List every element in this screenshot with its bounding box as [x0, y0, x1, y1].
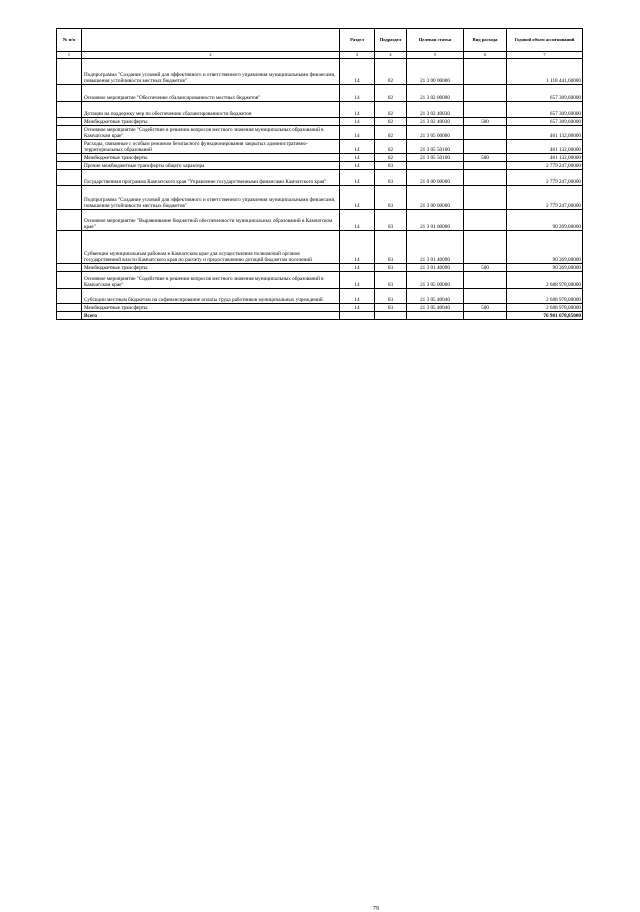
row-number	[57, 170, 82, 186]
row-number	[57, 59, 82, 85]
row-name: Основное мероприятие "Выравнивание бюджетной обеспеченности муниципальных образований в Камчатском крае"	[82, 210, 340, 231]
row-amount: 657 309,60000	[507, 118, 583, 126]
table-row	[57, 102, 583, 118]
row-number	[57, 102, 82, 118]
row-name: Основное мероприятие "Содействие в решении вопросов местного значения муниципальных образований в Камчатском крае"	[82, 126, 340, 140]
row-expense-type: 500	[464, 118, 507, 126]
row-expense-type	[464, 170, 507, 186]
row-target-article: 21 3 05 50100	[407, 154, 464, 162]
row-number	[57, 126, 82, 140]
table-row	[57, 85, 583, 102]
row-name: Основное мероприятие "Обеспечение сбалансированности местных бюджетов"	[82, 85, 340, 102]
column-number: 4	[375, 52, 407, 59]
table-row	[57, 59, 583, 85]
row-amount: 2 779 247,00000	[507, 186, 583, 210]
row-section: 14	[340, 140, 375, 154]
table-row	[57, 272, 583, 289]
row-subsection: 02	[375, 154, 407, 162]
row-expense-type	[464, 162, 507, 170]
table-row	[57, 126, 583, 140]
row-name: Дотации на поддержку мер по обеспечению сбалансированности бюджетов	[82, 102, 340, 118]
table-row	[57, 210, 583, 231]
table-row	[57, 118, 583, 126]
row-expense-type	[464, 85, 507, 102]
row-name: Субсидии местным бюджетам на софинансирование оплаты труда работников муниципальных учреждений	[82, 289, 340, 304]
row-expense-type	[464, 102, 507, 118]
table-row	[57, 264, 583, 272]
row-subsection: 02	[375, 59, 407, 85]
row-number	[57, 210, 82, 231]
header-annual-amount: Годовой объем ассигнований	[507, 29, 583, 52]
row-expense-type: 500	[464, 154, 507, 162]
row-name: Межбюджетные трансферты	[82, 264, 340, 272]
budget-table-page	[56, 28, 582, 912]
row-number	[57, 264, 82, 272]
row-name: Субвенции муниципальным районам в Камчатском крае для осуществления полномочий органов государственной власти Камчатского края по расчету и предоставлению дотаций бюджетам поселений	[82, 231, 340, 264]
row-target-article: 21 3 05 50100	[407, 140, 464, 154]
row-target-article: 21 3 00 00000	[407, 186, 464, 210]
table-row	[57, 231, 583, 264]
row-subsection: 03	[375, 186, 407, 210]
row-target-article: 21 3 05 40040	[407, 289, 464, 304]
column-number: 5	[407, 52, 464, 59]
table-row	[57, 154, 583, 162]
column-number: 7	[507, 52, 583, 59]
row-expense-type: 500	[464, 304, 507, 312]
header-number: № п/п	[57, 29, 82, 52]
row-target-article: 21 3 02 00000	[407, 85, 464, 102]
row-amount: 1 118 441,60000	[507, 59, 583, 85]
table-row	[57, 170, 583, 186]
row-subsection: 03	[375, 289, 407, 304]
row-subsection: 03	[375, 264, 407, 272]
row-number	[57, 85, 82, 102]
row-target-article: 21 3 01 00000	[407, 210, 464, 231]
row-subsection: 03	[375, 304, 407, 312]
row-expense-type	[464, 59, 507, 85]
row-subsection: 02	[375, 85, 407, 102]
row-amount: 90 269,00000	[507, 231, 583, 264]
row-target-article: 21 3 05 40040	[407, 304, 464, 312]
table-header-row	[57, 29, 583, 52]
row-amount: 2 688 978,00000	[507, 272, 583, 289]
row-number	[57, 231, 82, 264]
row-section: 14	[340, 272, 375, 289]
row-target-article: 21 3 01 40090	[407, 264, 464, 272]
row-section: 14	[340, 85, 375, 102]
row-subsection: 03	[375, 210, 407, 231]
row-section: 14	[340, 102, 375, 118]
total-row	[57, 312, 583, 320]
total-target-article	[407, 312, 464, 320]
total-label: Всего	[82, 312, 340, 320]
total-section	[340, 312, 375, 320]
row-number	[57, 289, 82, 304]
row-section: 14	[340, 126, 375, 140]
row-name: Межбюджетные трансферты	[82, 304, 340, 312]
row-subsection: 03	[375, 162, 407, 170]
row-subsection: 02	[375, 140, 407, 154]
row-name: Государственная программа Камчатского края "Управление государственными финансами Камчатского края"	[82, 170, 340, 186]
row-section: 14	[340, 118, 375, 126]
header-expense-type: Вид расхода	[464, 29, 507, 52]
row-expense-type	[464, 272, 507, 289]
row-amount: 2 779 247,00000	[507, 162, 583, 170]
row-target-article: 21 3 05 00000	[407, 126, 464, 140]
row-target-article: 21 3 02 40030	[407, 102, 464, 118]
table-row	[57, 162, 583, 170]
row-number	[57, 304, 82, 312]
row-number	[57, 118, 82, 126]
row-section: 14	[340, 264, 375, 272]
row-target-article: 21 3 00 00000	[407, 59, 464, 85]
row-number	[57, 140, 82, 154]
table-row	[57, 186, 583, 210]
row-subsection: 02	[375, 102, 407, 118]
row-section: 14	[340, 210, 375, 231]
row-expense-type	[464, 210, 507, 231]
header-name	[82, 29, 340, 52]
row-expense-type	[464, 231, 507, 264]
row-amount: 90 269,00000	[507, 264, 583, 272]
row-amount: 461 132,00000	[507, 154, 583, 162]
row-number	[57, 154, 82, 162]
row-subsection: 03	[375, 272, 407, 289]
row-amount: 461 132,00000	[507, 126, 583, 140]
row-subsection: 03	[375, 170, 407, 186]
row-number	[57, 162, 82, 170]
row-expense-type	[464, 126, 507, 140]
table-row	[57, 289, 583, 304]
row-expense-type: 500	[464, 264, 507, 272]
header-target-article: Целевая статья	[407, 29, 464, 52]
row-expense-type	[464, 140, 507, 154]
column-number: 2	[82, 52, 340, 59]
row-expense-type	[464, 289, 507, 304]
row-amount: 2 688 978,00000	[507, 289, 583, 304]
total-subsection	[375, 312, 407, 320]
table-row	[57, 304, 583, 312]
row-name: Подпрограмма "Создание условий для эффективного и ответственного управления муниципальными финансами, повышения устойчивости местных бюджетов"	[82, 186, 340, 210]
table-row	[57, 140, 583, 154]
header-subsection: Подраздел	[375, 29, 407, 52]
budget-table	[56, 28, 583, 320]
table-body	[57, 59, 583, 320]
row-name: Межбюджетные трансферты	[82, 154, 340, 162]
row-section: 14	[340, 154, 375, 162]
page-number: 79	[373, 906, 379, 912]
row-section: 14	[340, 304, 375, 312]
row-target-article: 21 3 05 00000	[407, 272, 464, 289]
row-section: 14	[340, 59, 375, 85]
row-target-article	[407, 162, 464, 170]
column-number: 3	[340, 52, 375, 59]
row-target-article: 21 3 01 40090	[407, 231, 464, 264]
row-number	[57, 272, 82, 289]
row-amount: 2 688 978,00000	[507, 304, 583, 312]
column-number: 1	[57, 52, 82, 59]
row-target-article: 21 0 00 00000	[407, 170, 464, 186]
row-section: 14	[340, 186, 375, 210]
row-amount: 657 309,60000	[507, 85, 583, 102]
row-name: Прочие межбюджетные трансферты общего характера	[82, 162, 340, 170]
row-name: Подпрограмма "Создание условий для эффективного и ответственного управления муниципальными финансами, повышения устойчивости местных бюджетов"	[82, 59, 340, 85]
column-number-row	[57, 52, 583, 59]
column-number: 6	[464, 52, 507, 59]
total-expense-type	[464, 312, 507, 320]
row-amount: 2 779 247,00000	[507, 170, 583, 186]
row-amount: 657 309,60000	[507, 102, 583, 118]
row-name: Расходы, связанные с особым режимом безопасного функционирования закрытых административно-территориальных образований	[82, 140, 340, 154]
row-section: 14	[340, 162, 375, 170]
row-name: Основное мероприятие "Содействие в решении вопросов местного значения муниципальных образований в Камчатском крае"	[82, 272, 340, 289]
row-name: Межбюджетные трансферты	[82, 118, 340, 126]
row-amount: 461 132,00000	[507, 140, 583, 154]
row-section: 14	[340, 231, 375, 264]
row-subsection: 02	[375, 118, 407, 126]
row-target-article: 21 3 02 40030	[407, 118, 464, 126]
row-number	[57, 186, 82, 210]
row-section: 14	[340, 289, 375, 304]
total-amount: 76 981 678,85000	[507, 312, 583, 320]
row-expense-type	[464, 186, 507, 210]
total-number	[57, 312, 82, 320]
row-section: 14	[340, 170, 375, 186]
header-section: Раздел	[340, 29, 375, 52]
row-amount: 90 269,00000	[507, 210, 583, 231]
row-subsection: 02	[375, 126, 407, 140]
row-subsection: 03	[375, 231, 407, 264]
